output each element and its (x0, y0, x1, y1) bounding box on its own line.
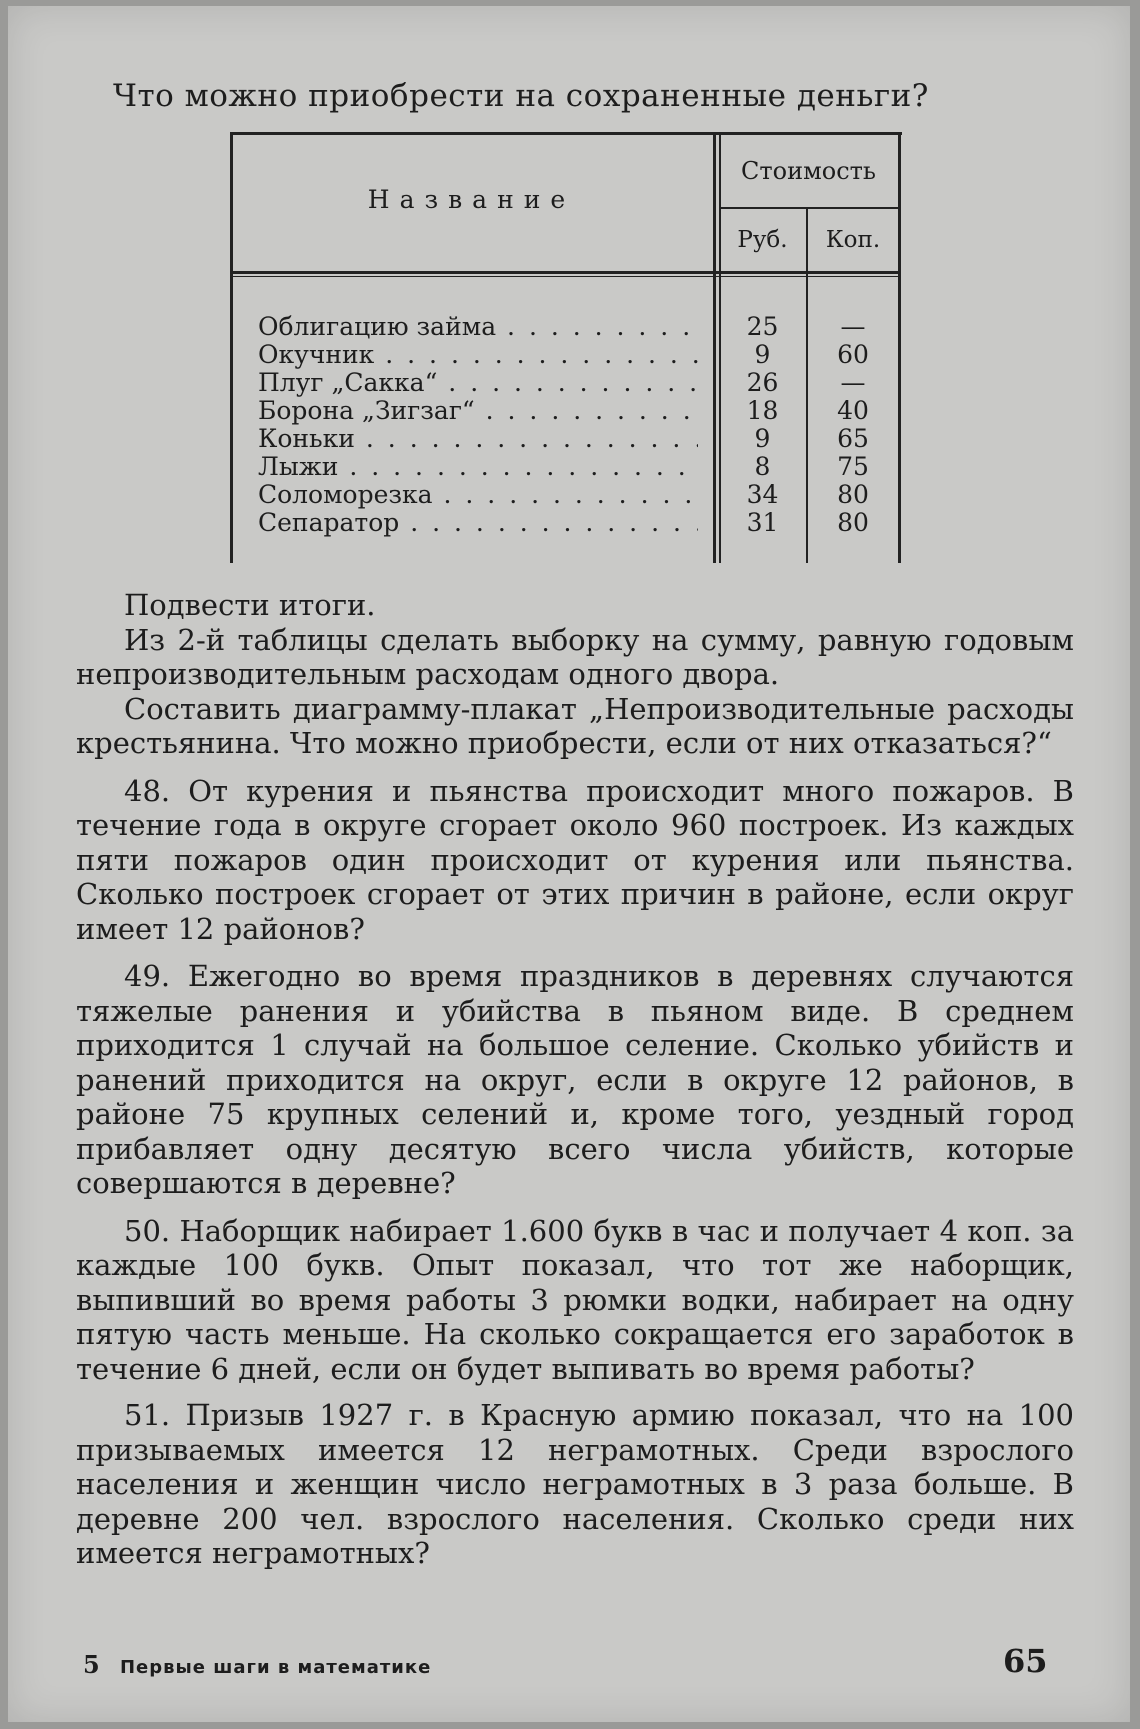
item-rub: 31 (746, 508, 779, 537)
item-name: Борона „Зигзаг“ . . . (258, 397, 698, 425)
header-cost: Стоимость (741, 157, 876, 185)
item-rub: 8 (754, 452, 771, 481)
item-kop: 75 (837, 452, 869, 481)
item-name: Лыжи . . . (258, 453, 698, 481)
item-name: Облигацию займа . . . (258, 313, 698, 341)
body-text (76, 588, 1074, 1571)
problem-48: 48. От курения и пьянства происходит много пожаров. В течение года в округе сгорает около 960 построек. Из каждых пяти пожаров один происходит от курения или пьянства. Сколько построек сгорает от этих причин в районе, если округ имеет 12 районов? (76, 773, 1074, 946)
item-rub: 25 (746, 312, 779, 341)
table-body (230, 313, 902, 537)
problem-50: 50. Наборщик набирает 1.600 букв в час и получает 4 коп. за каждые 100 букв. Опыт показал, что тот же наборщик, выпивший во время работы 3 рюмки водки, набирает на одну пятую часть меньше. На сколько сокращается его заработок в течение 6 дней, если он будет выпивать во время работы? (76, 1213, 1074, 1386)
table-caption: Что можно приобрести на сохраненные деньги? (113, 78, 929, 114)
item-name: Коньки . . . (258, 425, 698, 453)
header-rub: Руб. (737, 227, 788, 253)
table-row (230, 313, 902, 341)
table-row (230, 453, 902, 481)
footer-signature (83, 1650, 431, 1679)
item-kop: 80 (837, 480, 869, 509)
table-row (230, 341, 902, 369)
item-kop: — (840, 368, 866, 397)
paragraph-diagram: Составить диаграмму-плакат „Непроизводительные расходы крестьянина. Что можно приобрести, если от них отказаться?“ (76, 691, 1074, 760)
item-rub: 9 (754, 340, 771, 369)
item-rub: 26 (746, 368, 779, 397)
book-title: Первые шаги в математике (119, 1657, 432, 1678)
item-kop: — (840, 312, 866, 341)
header-name: Название (367, 185, 576, 214)
table-rule (230, 271, 898, 274)
item-kop: 65 (837, 424, 869, 453)
item-rub: 9 (754, 424, 771, 453)
item-kop: 80 (837, 508, 869, 537)
table-row (230, 369, 902, 397)
signature-number: 5 (83, 1650, 101, 1679)
header-kop: Коп. (825, 227, 881, 253)
paragraph-selection: Из 2-й таблицы сделать выборку на сумму, равную годовым непроизводительным расходам одного двора. (76, 622, 1074, 691)
item-kop: 40 (837, 396, 869, 425)
item-name: Плуг „Сакка“ . . . (258, 369, 698, 397)
item-name: Сепаратор . . . (258, 509, 698, 537)
paragraph-summary: Подвести итоги. (124, 588, 376, 622)
table-rule (719, 207, 898, 209)
page-number: 65 (1003, 1642, 1048, 1680)
table-row (230, 509, 902, 537)
item-name: Соломорезка . . . (258, 481, 698, 509)
price-table (230, 132, 902, 563)
table-rule (230, 276, 898, 277)
item-rub: 34 (746, 480, 779, 509)
item-kop: 60 (837, 340, 869, 369)
table-row (230, 425, 902, 453)
table-row (230, 397, 902, 425)
book-page (8, 6, 1130, 1722)
item-rub: 18 (746, 396, 779, 425)
problem-51: 51. Призыв 1927 г. в Красную армию показал, что на 100 призываемых имеется 12 неграмотных. Среди взрослого населения и женщин число неграмотных в 3 раза больше. В деревне 200 чел. взрослого населения. Сколько среди них имеется неграмотных? (76, 1398, 1074, 1570)
table-row (230, 481, 902, 509)
problem-49: 49. Ежегодно во время праздников в деревнях случаются тяжелые ранения и убийства в пьяном виде. В среднем приходится 1 случай на большое селение. Сколько убийств и ранений приходится на округ, если в округе 12 районов, в районе 75 крупных селений и, кроме того, уездный город прибавляет одну десятую всего числа убийств, которые совершаются в деревне? (76, 959, 1074, 1200)
item-name: Окучник . . . (258, 341, 698, 369)
